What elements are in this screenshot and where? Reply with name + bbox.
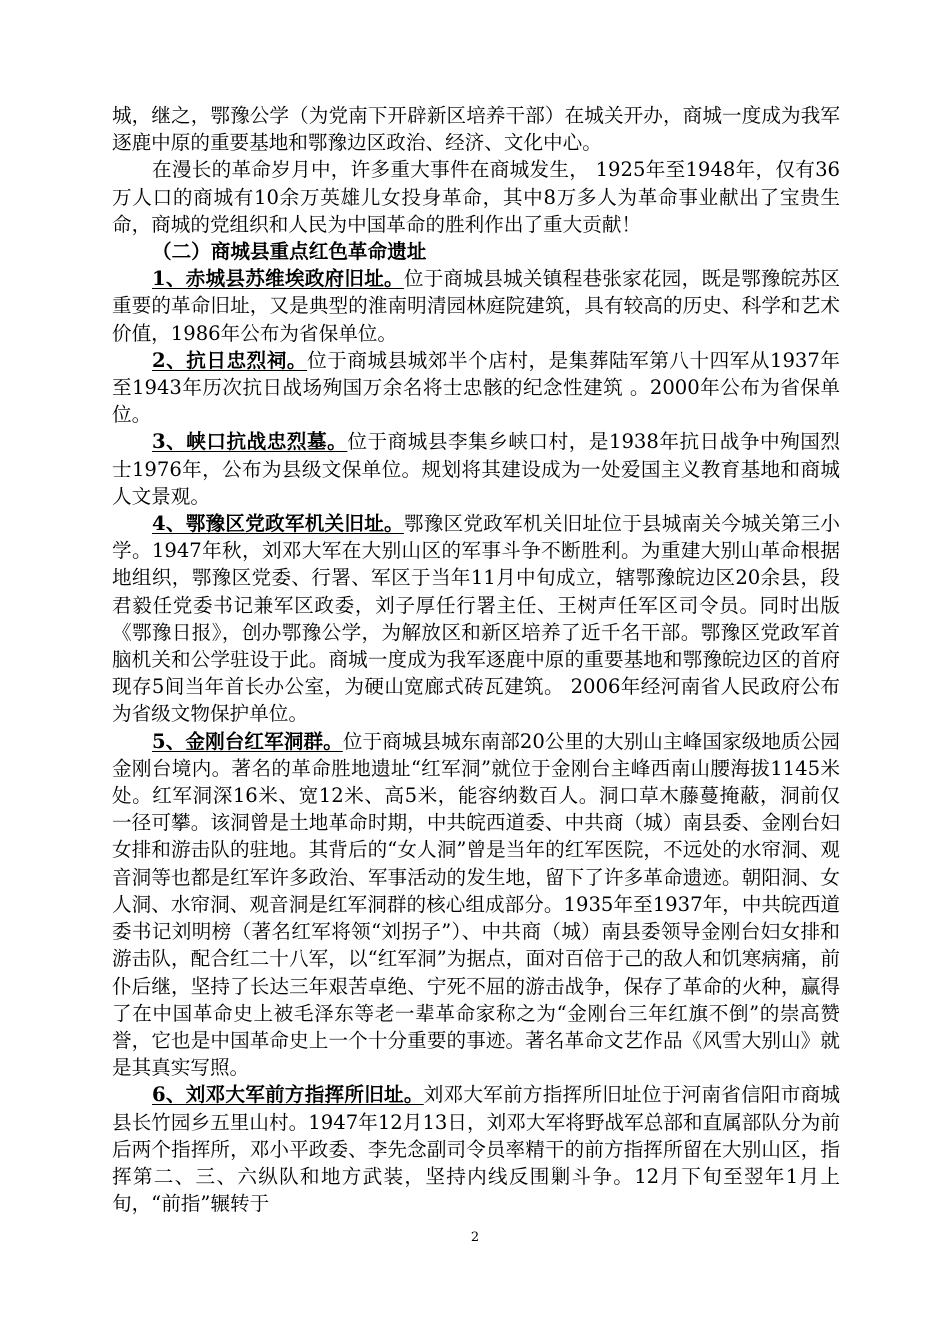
site-item-6 bbox=[112, 1081, 840, 1217]
site-item-title: 1、赤城县苏维埃政府旧址。 bbox=[152, 267, 404, 291]
site-item-text: 位于商城县城郊半个店村，是集葬陆军第八十四军从1937年至1943年历次抗日战场殉国万余名将士忠骸的纪念性建筑 。2000年公布为省保单位。 bbox=[112, 348, 840, 427]
site-item-title: 3、峡口抗战忠烈墓。 bbox=[152, 430, 348, 454]
site-item-5 bbox=[112, 728, 840, 1082]
site-item-4 bbox=[112, 510, 840, 728]
paragraph-revolution-history: 在漫长的革命岁月中，许多重大事件在商城发生， 1925年至1948年，仅有36万人口的商城有10余万英雄儿女投身革命，其中8万多人为革命事业献出了宝贵生命，商城的党组织和人民为中国革命的胜利作出了重大贡献！ bbox=[112, 158, 840, 236]
site-item-title: 2、抗日忠烈祠。 bbox=[152, 348, 308, 372]
document-body bbox=[112, 102, 840, 1217]
site-item-3 bbox=[112, 428, 840, 510]
page-number: 2 bbox=[470, 1230, 480, 1245]
site-item-2 bbox=[112, 347, 840, 429]
site-item-text: 位于商城县李集乡峡口村，是1938年抗日战争中殉国烈士1976年，公布为县级文保单位。规划将其建设成为一处爱国主义教育基地和商城人文景观。 bbox=[112, 430, 840, 508]
paragraph-continuation: 城，继之，鄂豫公学（为党南下开辟新区培养干部）在城关开办，商城一度成为我军逐鹿中原的重要基地和鄂豫边区政治、经济、文化中心。 bbox=[112, 104, 840, 155]
site-item-title: 4、鄂豫区党政军机关旧址。 bbox=[152, 512, 404, 536]
section-heading: （二）商城县重点红色革命遗址 bbox=[152, 240, 427, 264]
site-item-title: 6、刘邓大军前方指挥所旧址。 bbox=[152, 1083, 424, 1107]
site-item-text: 刘邓大军前方指挥所旧址位于河南省信阳市商城县长竹园乡五里山村。1947年12月13日，刘邓大军将野战军总部和直属部队分为前后两个指挥所，邓小平政委、李先念副司令员率精干的前方指挥所留在大别山区，指挥第二、三、六纵队和地方武装，坚持内线反围剿斗争。12月下旬至翌年1月上旬，“前指”辗转于 bbox=[112, 1083, 840, 1216]
site-item-text: 鄂豫区党政军机关旧址位于县城南关今城关第三小学。1947年秋，刘邓大军在大别山区的军事斗争不断胜利。为重建大别山革命根据地组织，鄂豫区党委、行署、军区于当年11月中旬成立，辖鄂豫皖边区20余县，段君毅任党委书记兼军区政委，刘子厚任行署主任、王树声任军区司令员。同时出版《鄂豫日报》，创办鄂豫公学，为解放区和新区培养了近千名干部。鄂豫区党政军首脑机关和公学驻设于此。商城一度成为我军逐鹿中原的重要基地和鄂豫皖边区的首府现存5间当年首长办公室，为硬山宽廊式砖瓦建筑。 2006年经河南省人民政府公布为省级文物保护单位。 bbox=[112, 512, 840, 726]
site-item-text: 位于商城县城东南部20公里的大别山主峰国家级地质公园金刚台境内。著名的革命胜地遗址“红军洞”就位于金刚台主峰西南山腰海拔1145米处。红军洞深16米、宽12米、高5米，能容纳数百人。洞口草木藤蔓掩蔽，洞前仅一径可攀。该洞曾是土地革命时期，中共皖西道委、中共商（城）南县委、金刚台妇女排和游击队的驻地。其背后的“女人洞”曾是当年的红军医院，不远处的水帘洞、观音洞等也都是红军许多政治、军事活动的发生地，留下了许多革命遗迹。朝阳洞、女人洞、水帘洞、观音洞是红军洞群的核心组成部分。1935年至1937年，中共皖西道委书记刘明榜（著名红军将领“刘拐子”）、中共商（城）南县委领导金刚台妇女排和游击队，配合红二十八军，以“红军洞”为据点，面对百倍于己的敌人和饥寒病痛，前仆后继，坚持了长达三年艰苦卓绝、宁死不屈的游击战争，保存了革命的火种，赢得了在中国革命史上被毛泽东等老一辈革命家称之为“金刚台三年红旗不倒”的崇高赞誉，它也是中国革命史上一个十分重要的事迹。著名革命文艺作品《风雪大别山》就是其真实写照。 bbox=[112, 729, 840, 1080]
site-item-text: 位于商城县城关镇程巷张家花园，既是鄂豫皖苏区重要的革命旧址，又是典型的淮南明清园林庭院建筑，具有较高的历史、科学和艺术价值，1986年公布为省保单位。 bbox=[112, 267, 840, 345]
site-item-1 bbox=[112, 265, 840, 347]
site-item-title: 5、金刚台红军洞群。 bbox=[152, 729, 343, 753]
